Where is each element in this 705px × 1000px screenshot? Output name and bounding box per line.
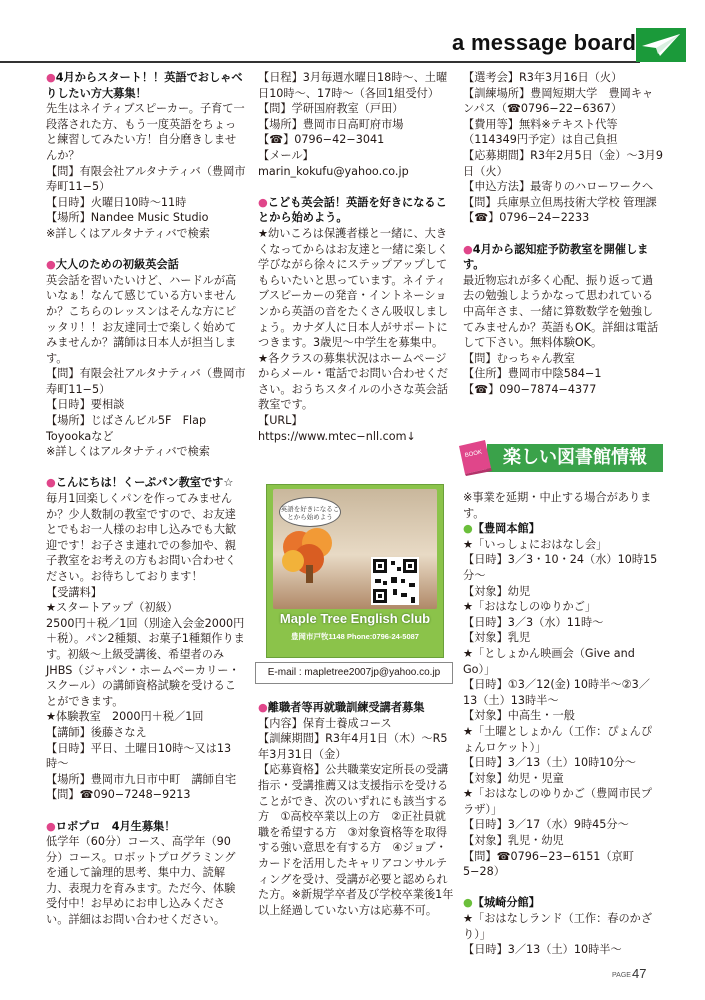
heading-text: 大人のための初級英会話 (55, 258, 179, 272)
page-header (0, 22, 705, 68)
text-line: 【受講料】 (46, 585, 102, 599)
text-line: 【問】むっちゃん教室 (463, 351, 575, 365)
text-line: 低学年（60分）コース、高学年（90分）コース。ロボットプログラミングを通して論理的思考、集中力、読解力、表現力を育みます。ただ今、体験受付中！お早めにお申し込みください。詳細はお問い合わせください。 (46, 835, 236, 927)
text-line: ※詳しくはアルタナティバで検索 (46, 226, 210, 240)
page-title: a message board (446, 30, 642, 56)
section-heading (46, 819, 246, 835)
text-line: 英会話を習いたいけど、ハードルが高いなぁ！なんて感じている方いませんか？こちらのレッスンはそんな方にピッタリ！！お友達同士で楽しく始めてみませんか？講師は日本人が担当します。 (46, 273, 237, 365)
club-address: 豊岡市戸牧1148 Phone:0796-24-5087 (291, 632, 419, 641)
bullet-icon: ● (463, 896, 473, 910)
book-icon (455, 438, 495, 476)
paper-plane-icon (636, 28, 686, 62)
text-line: 【日時】3／17（水）9時45分〜 (463, 818, 629, 832)
bullet-icon: ● (46, 476, 56, 490)
text-line: ★各クラスの募集状況はホームページからメール・電話でお問い合わせください。おうちスタイルの小さな英会話教室です。 (258, 351, 448, 412)
section-heading (46, 257, 246, 273)
section-heading (463, 242, 663, 273)
spacer (463, 880, 663, 896)
heading-text: こども英会話！英語を好きになることから始めよう。 (258, 195, 447, 225)
bullet-icon: ● (463, 522, 473, 536)
text-line: 【場所】豊岡市日高町府市場 (258, 117, 404, 131)
column-2-bottom (258, 700, 456, 918)
section-heading (463, 521, 663, 537)
text-line: 毎月1回楽しくパンを作ってみませんか？少人数制の教室ですので、お友達とでもお一人様のお申し込みでも大歓迎です！お子さま連れでの参加や、親子教室をお考えの方もお問い合わせください。お待ちしております！ (46, 492, 237, 583)
text-line: 【メール】marin_kokufu@yahoo.co.jp (258, 148, 409, 178)
text-line: 【訓練期間】R3年4月1日（木）〜R5年3月31日（金） (258, 732, 448, 761)
heading-text: 離職者等再就職訓練受講者募集 (267, 701, 425, 714)
text-line: 【対象】乳児 (463, 631, 531, 645)
text-line: 【日時】平日、土曜日10時〜又は13時〜 (46, 741, 232, 771)
section-heading (463, 895, 663, 911)
column-2-top (258, 70, 456, 444)
column-1 (46, 70, 246, 928)
text-line: 【対象】幼児・児童 (463, 771, 564, 785)
text-line: 【日時】3／3・10・24（水）10時15分〜 (463, 553, 658, 582)
text-line: 【場所】豊岡市九日市中町 講師自宅 (46, 772, 237, 786)
bullet-icon: ● (258, 701, 268, 714)
section-heading (258, 700, 456, 716)
text-line: 【申込方法】最寄りのハローワークへ (463, 180, 654, 194)
heading-text: こんにちは！くーぷパン教室です☆ (55, 476, 234, 490)
text-line: ★「としょかん映画会（Give and Go）」 (463, 646, 635, 676)
spacer (258, 179, 456, 195)
text-line: ★「土曜としょかん（工作：ぴょんぴょんロケット）」 (463, 724, 653, 754)
text-line: 【講師】後藤さなえ (46, 725, 147, 739)
text-line: 【日時】3／13（土）10時半〜 (463, 943, 622, 957)
spacer (46, 460, 246, 476)
text-line: 【日時】3／3（水）11時〜 (463, 615, 604, 629)
text-line: ※事業を延期・中止する場合があります。 (463, 491, 652, 520)
text-line: ★体験教室 2000円＋税／1回 (46, 710, 204, 724)
text-line: 【日時】火曜日10時〜11時 (46, 195, 187, 209)
heading-text: ロボプロ 4月生募集！ (55, 819, 176, 833)
text-line: 【☎】0796−24−2233 (463, 211, 590, 225)
text-line: 【対象】乳児・幼児 (463, 834, 564, 848)
section-heading (46, 70, 246, 101)
text-line: ★「おはなしのゆりかご」 (463, 600, 597, 614)
text-line: ★「おはなしのゆりかご（豊岡市民プラザ）」 (463, 787, 653, 816)
text-line: 【日時】①3／12(金) 10時半〜②3／13（土）13時半〜 (463, 678, 650, 707)
heading-text: 【城崎分館】 (472, 896, 540, 910)
heading-text: 【豊岡本館】 (472, 522, 540, 536)
text-line: ★「いっしょにおはなし会」 (463, 537, 608, 551)
text-line: 【問】兵庫県立但馬技術大学校 管理課 (463, 195, 657, 209)
email-box: E-mail : mapletree2007jp@yahoo.co.jp (255, 662, 453, 684)
text-line: 【応募資格】公共職業安定所長の受講指示・受講推薦又は支援指示を受けることができ、次のいずれにも該当する方 ①高校卒業以上の方 ②正社員就職を希望する方 ③対象資格等を取得する強い意思を有する方 ④ジョブ・カードを活用したキャリアコンサルティングを受け、受講が必要と認められた方。※新規学卒者及び学校卒業後1年以上経過していない方は応募不可。 (258, 763, 454, 917)
text-line: 【問】学研国府教室（戸田） (258, 102, 404, 116)
classroom-photo (273, 489, 437, 609)
library-title: 楽しい図書館情報 (487, 444, 663, 472)
text-line: 【問】有限会社アルタナティバ（豊岡市寿町11−5） (46, 367, 246, 396)
text-line: 【場所】Nandee Music Studio (46, 211, 209, 225)
bullet-icon: ● (46, 819, 56, 833)
bullet-icon: ● (46, 258, 56, 272)
column-3-bottom (463, 490, 663, 958)
text-line: 【費用等】無料※テキスト代等（114349円予定）は自己負担 (463, 117, 618, 147)
text-line: ★「おはなしランド（工作：春のかざり）」 (463, 912, 653, 941)
text-line: 【対象】幼児 (463, 584, 531, 598)
text-line: 【住所】豊岡市中陰584−1 (463, 367, 602, 381)
qr-code (371, 557, 419, 605)
text-line: 【日程】3月毎週水曜日18時〜、土曜日10時〜、17時〜（各回1組受付） (258, 71, 448, 100)
text-line: 【内容】保育士養成コース (258, 716, 392, 730)
text-line: 【応募期間】R3年2月5日（金）〜3月9日（火） (463, 148, 663, 178)
text-line: ★幼いころは保護者様と一緒に、大きくなってからはお友達と一緒に楽しく学びながら徐々にステップアップしてもらいたいと思っています。ネイティブスピーカーの発音・イントネーションから英語の音をたくさん吸収しましょう。カナダ人に日本人がサポートにつきます。3歳児〜中学生を募集中。 (258, 226, 449, 350)
text-line: 【問】有限会社アルタナティバ（豊岡市寿町11−5） (46, 164, 246, 194)
maple-tree-ad (266, 484, 444, 658)
spacer (46, 803, 246, 819)
page-number: 47 (632, 966, 647, 981)
bullet-icon: ● (46, 71, 56, 84)
text-line: ★スタートアップ（初級） (46, 601, 178, 615)
bullet-icon: ● (463, 242, 473, 256)
text-line: 先生はネイティブスピーカー。子育て一段落された方、もう一度英語をちょっと練習してみたい方！自分磨きしませんか？ (46, 102, 245, 162)
text-line: 【訓練場所】豊岡短期大学 豊岡キャンパス（☎0796−22−6367） (463, 86, 654, 116)
text-line: 最近物忘れが多く心配、振り返って過去の勉強しようかなって思われている中高年さま、一緒に算数数学を勉強してみませんか？英語もOK。詳細は電話して下さい。無料体験OK。 (463, 273, 659, 350)
club-name: Maple Tree English Club (279, 611, 431, 626)
text-line: 【日時】3／13（土）10時10分〜 (463, 756, 636, 770)
header-rule (0, 61, 640, 63)
library-banner (453, 436, 665, 476)
column-3-top (463, 70, 663, 397)
heading-text: 4月からスタート！！英語でおしゃべりしたい方大募集！ (46, 71, 243, 100)
text-line: ※詳しくはアルタナティバで検索 (46, 445, 210, 459)
speech-bubble: 英語を好きになることから始めよう (279, 497, 341, 527)
text-line: 【問】☎0796−23−6151（京町5−28） (463, 849, 634, 879)
text-line: 【日時】要相談 (46, 398, 125, 412)
text-line: 【選考会】R3年3月16日（火） (463, 71, 623, 84)
tree-illustration (277, 525, 343, 583)
text-line: 【問】☎090−7248−9213 (46, 788, 191, 802)
heading-text: 4月から認知症予防教室を開催します。 (463, 242, 649, 272)
text-line: 【対象】中高生・一般 (463, 709, 575, 723)
text-line: 2500円＋税／1回（別途入会金2000円＋税）。パン2種類、お菓子1種類作ります。初級〜上級受講後、希望者のみJHBS（ジャパン・ホームベーカリー・スクール）の講師資格試験を受けることができます。 (46, 616, 245, 708)
section-heading (258, 195, 456, 226)
text-line: 【URL】https://www.mtec−nll.com↓ (258, 414, 416, 443)
text-line: 【☎】090−7874−4377 (463, 382, 597, 396)
bullet-icon: ● (258, 195, 268, 209)
section-heading (46, 475, 246, 491)
spacer (46, 242, 246, 258)
spacer (463, 226, 663, 242)
book-label: BOOK (464, 449, 483, 460)
text-line: 【☎】0796−42−3041 (258, 133, 385, 147)
text-line: 【場所】じばさんビル5F Flap Toyookaなど (46, 414, 207, 443)
page-label: PAGE (612, 972, 631, 979)
